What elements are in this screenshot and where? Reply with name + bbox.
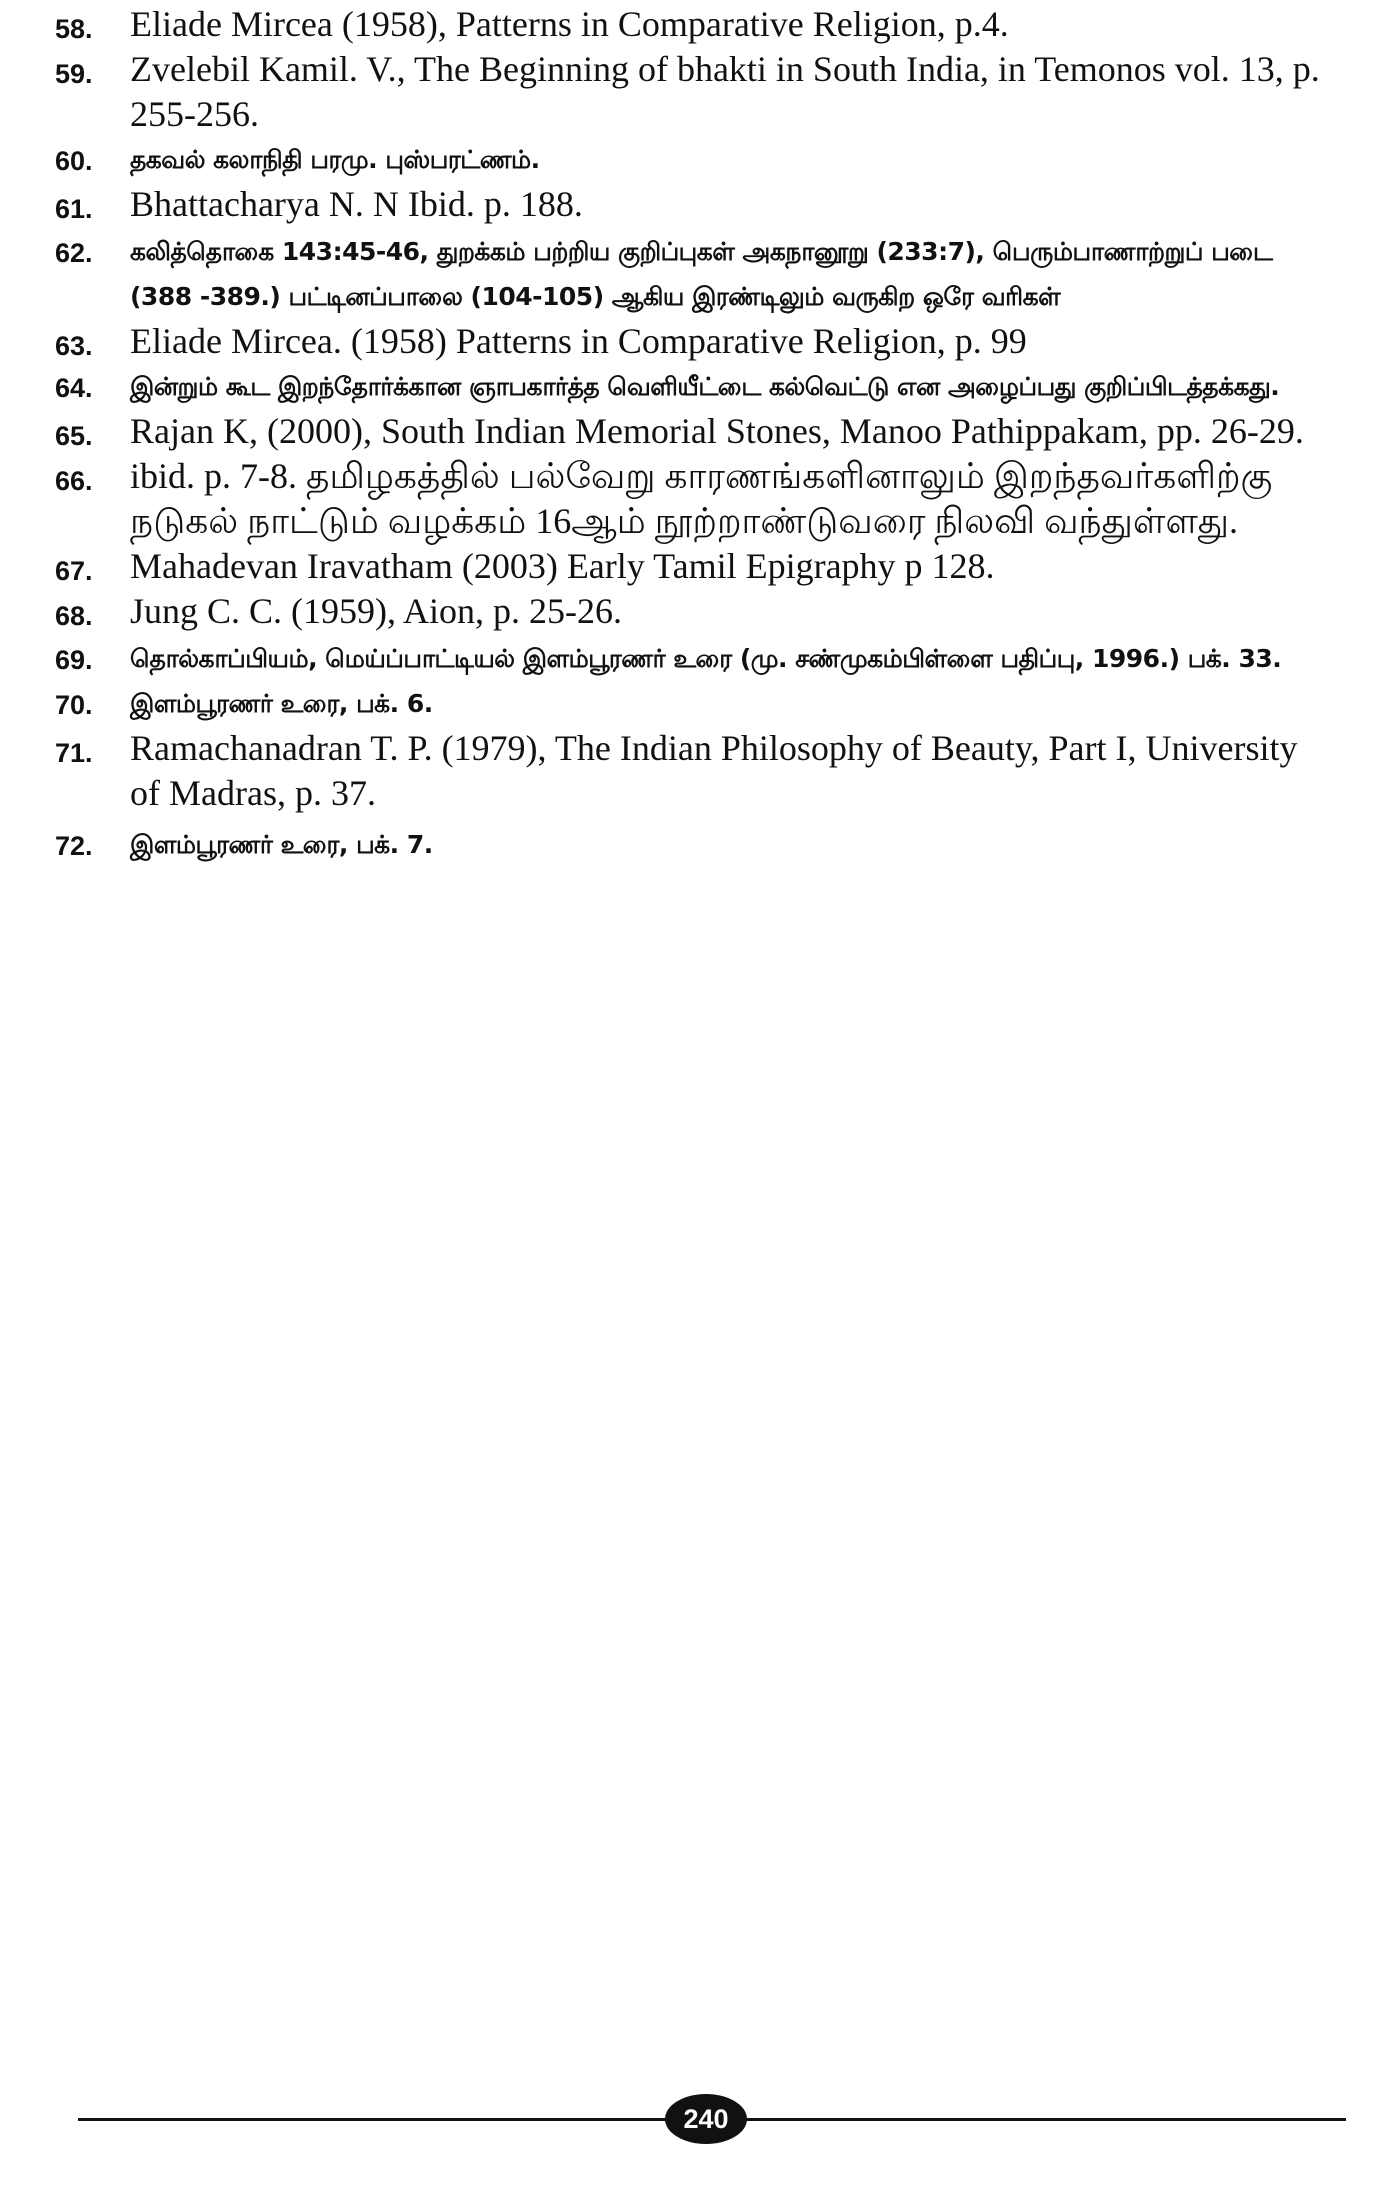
endnote-text: Mahadevan Iravatham (2003) Early Tamil Epigraphy p 128.	[130, 546, 995, 586]
endnote-71	[55, 726, 1325, 816]
endnote-number: 61.	[55, 194, 93, 224]
endnote-60	[55, 137, 1325, 182]
endnote-66	[55, 454, 1325, 544]
endnote-text: Ramachanadran T. P. (1979), The Indian Philosophy of Beauty, Part I, University of Madras, p. 37.	[130, 728, 1298, 813]
endnote-69	[55, 636, 1325, 681]
endnote-65	[55, 409, 1325, 454]
endnote-text: Eliade Mircea. (1958) Patterns in Comparative Religion, p. 99	[130, 321, 1027, 361]
endnote-number: 66.	[55, 466, 93, 496]
endnote-number: 58.	[55, 14, 93, 44]
endnote-text: தொல்காப்பியம், மெய்ப்பாட்டியல் இளம்பூரணர் உரை (மு. சண்முகம்பிள்ளை பதிப்பு, 1996.) பக். 33.	[130, 644, 1282, 673]
endnote-text: Rajan K, (2000), South Indian Memorial Stones, Manoo Pathippakam, pp. 26-29.	[130, 411, 1304, 451]
endnote-text: இளம்பூரணர் உரை, பக். 6.	[130, 689, 433, 718]
endnote-text: Zvelebil Kamil. V., The Beginning of bhakti in South India, in Temonos vol. 13, p. 255-256.	[130, 49, 1320, 134]
endnote-text: Bhattacharya N. N Ibid. p. 188.	[130, 184, 583, 224]
endnote-68	[55, 589, 1325, 634]
endnote-text: Eliade Mircea (1958), Patterns in Comparative Religion, p.4.	[130, 4, 1009, 44]
endnote-72	[55, 822, 1325, 867]
endnote-number: 68.	[55, 601, 93, 631]
endnote-number: 67.	[55, 556, 93, 586]
endnote-67	[55, 544, 1325, 589]
endnote-text: ibid. p. 7-8. தமிழகத்தில் பல்வேறு காரணங்களினாலும் இறந்தவர்களிற்கு நடுகல் நாட்டும் வழக்கம் 16ஆம் நூற்றாண்டுவரை நிலவி வந்துள்ளது.	[130, 456, 1273, 541]
endnote-text: Jung C. C. (1959), Aion, p. 25-26.	[130, 591, 623, 631]
endnote-64	[55, 364, 1325, 409]
page-number-badge: 240	[665, 2094, 747, 2144]
endnote-63	[55, 319, 1325, 364]
endnote-number: 72.	[55, 831, 93, 861]
endnote-number: 63.	[55, 331, 93, 361]
endnote-number: 64.	[55, 373, 93, 403]
endnotes-list	[55, 2, 1325, 867]
endnote-text: தகவல் கலாநிதி பரமு. புஸ்பரட்ணம்.	[130, 145, 540, 174]
endnote-number: 62.	[55, 238, 93, 268]
endnote-number: 60.	[55, 146, 93, 176]
endnote-text: இன்றும் கூட இறந்தோர்க்கான ஞாபகார்த்த வெளியீட்டை கல்வெட்டு என அழைப்பது குறிப்பிடத்தக்கது.	[130, 372, 1280, 401]
endnote-number: 71.	[55, 738, 93, 768]
endnote-number: 69.	[55, 645, 93, 675]
endnote-70	[55, 681, 1325, 726]
endnote-number: 70.	[55, 690, 93, 720]
endnote-text: இளம்பூரணர் உரை, பக். 7.	[130, 830, 433, 859]
endnote-58	[55, 2, 1325, 47]
endnote-62	[55, 229, 1325, 319]
endnote-59	[55, 47, 1325, 137]
endnote-number: 59.	[55, 59, 93, 89]
endnote-61	[55, 182, 1325, 227]
endnote-text: கலித்தொகை 143:45-46, துறக்கம் பற்றிய குறிப்புகள் அகநானூறு (233:7), பெரும்பாணாற்றுப் படை (388 -389.) பட்டினப்பாலை (104-105) ஆகிய இரண்டிலும் வருகிற ஒரே வரிகள்	[130, 237, 1273, 311]
endnote-number: 65.	[55, 421, 93, 451]
